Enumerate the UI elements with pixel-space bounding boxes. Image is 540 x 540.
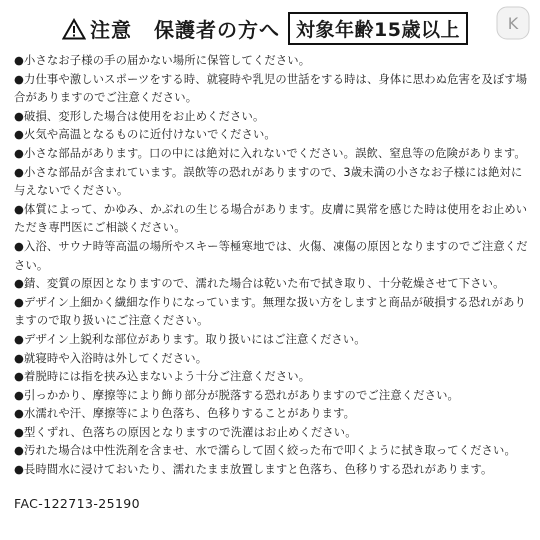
warning-item — [14, 387, 528, 406]
warning-text: 力仕事や激しいスポーツをする時、就寝時や乳児の世話をする時は、身体に思わぬ危害を及ぼす場合がありますのでご注意ください。 — [14, 72, 528, 105]
bullet-icon: ● — [14, 109, 25, 123]
caution-title: 注意 — [90, 18, 132, 42]
brand-logo-icon — [496, 6, 530, 40]
warning-item — [14, 52, 528, 71]
warning-item — [14, 275, 528, 294]
warning-text: 引っかかり、摩擦等により飾り部分が脱落する恐れがありますのでご注意ください。 — [24, 388, 460, 402]
warning-item — [14, 238, 528, 275]
warning-item — [14, 108, 528, 127]
warning-text: デザイン上鋭利な部位があります。取り扱いにはご注意ください。 — [24, 332, 366, 346]
warning-item — [14, 350, 528, 369]
warning-text: 小さな部品が含まれています。誤飲等の恐れがありますので、3歳未満の小さなお子様には絶対に与えないでください。 — [14, 165, 523, 198]
product-code: FAC-122713-25190 — [14, 496, 141, 511]
warning-text: 破損、変形した場合は使用をお止めください。 — [24, 109, 265, 123]
warning-item — [14, 126, 528, 145]
warning-text: 小さなお子様の手の届かない場所に保管してください。 — [24, 54, 311, 67]
warning-text: 体質によって、かゆみ、かぶれの生じる場合があります。皮膚に異常を感じた時は使用をお止めいただき専門医にご相談ください。 — [14, 202, 528, 235]
bullet-icon: ● — [14, 239, 25, 253]
bullet-icon: ● — [14, 388, 25, 402]
bullet-icon: ● — [14, 295, 25, 309]
bullet-icon: ● — [14, 332, 25, 346]
bullet-icon: ● — [14, 444, 25, 458]
warning-text: 火気や高温となるものに近付けないでください。 — [24, 128, 276, 142]
warning-text: 型くずれ、色落ちの原因となりますので洗濯はお止めください。 — [24, 425, 357, 439]
bullet-icon: ● — [14, 128, 25, 142]
warning-item — [14, 405, 528, 424]
warning-text: デザイン上細かく繊細な作りになっています。無理な扱い方をしますと商品が破損する恐れがありますので取り扱いにご注意ください。 — [14, 295, 526, 328]
age-target-badge: 対象年齢15歳以上 — [288, 12, 468, 45]
bullet-icon: ● — [14, 370, 25, 384]
warning-item — [14, 145, 528, 164]
warning-item — [14, 71, 528, 108]
warning-item — [14, 331, 528, 350]
warning-triangle-icon — [62, 18, 86, 40]
warning-item — [14, 164, 528, 201]
warning-item — [14, 294, 528, 331]
bullet-icon: ● — [14, 425, 25, 439]
warning-item — [14, 442, 528, 461]
warning-text: 水濡れや汗、摩擦等により色落ち、色移りすることがあります。 — [24, 407, 356, 421]
warning-text: 汚れた場合は中性洗剤を含ませ、水で濡らして固く絞った布で叩くように拭き取ってください。 — [24, 444, 516, 458]
bullet-icon: ● — [14, 54, 25, 67]
bullet-icon: ● — [14, 407, 25, 421]
warning-text: 入浴、サウナ時等高温の場所やスキー等極寒地では、火傷、凍傷の原因となりますのでご注意ください。 — [14, 239, 528, 272]
header — [62, 12, 468, 45]
warning-item — [14, 201, 528, 238]
bullet-icon: ● — [14, 165, 25, 179]
bullet-icon: ● — [14, 72, 25, 86]
warning-text: 小さな部品があります。口の中には絶対に入れないでください。誤飲、窒息等の危険があります。 — [24, 146, 526, 160]
warning-item — [14, 461, 528, 480]
warning-text: 錆、変質の原因となりますので、濡れた場合は乾いた布で拭き取り、十分乾燥させて下さい。 — [24, 277, 505, 291]
bullet-icon: ● — [14, 146, 25, 160]
bullet-icon: ● — [14, 463, 25, 477]
warning-item — [14, 368, 528, 387]
warning-item — [14, 424, 528, 443]
bullet-icon: ● — [14, 202, 25, 216]
warning-list — [14, 52, 528, 480]
bullet-icon: ● — [14, 351, 25, 365]
svg-text:K: K — [507, 14, 519, 33]
bullet-icon: ● — [14, 277, 25, 291]
warning-text: 就寝時や入浴時は外してください。 — [24, 351, 208, 365]
warning-text: 長時間水に浸けておいたり、濡れたまま放置しますと色落ち、色移りする恐れがあります。 — [24, 463, 493, 477]
guardian-title: 保護者の方へ — [154, 18, 280, 42]
warning-text: 着脱時には指を挟み込まないよう十分ご注意ください。 — [24, 370, 311, 384]
